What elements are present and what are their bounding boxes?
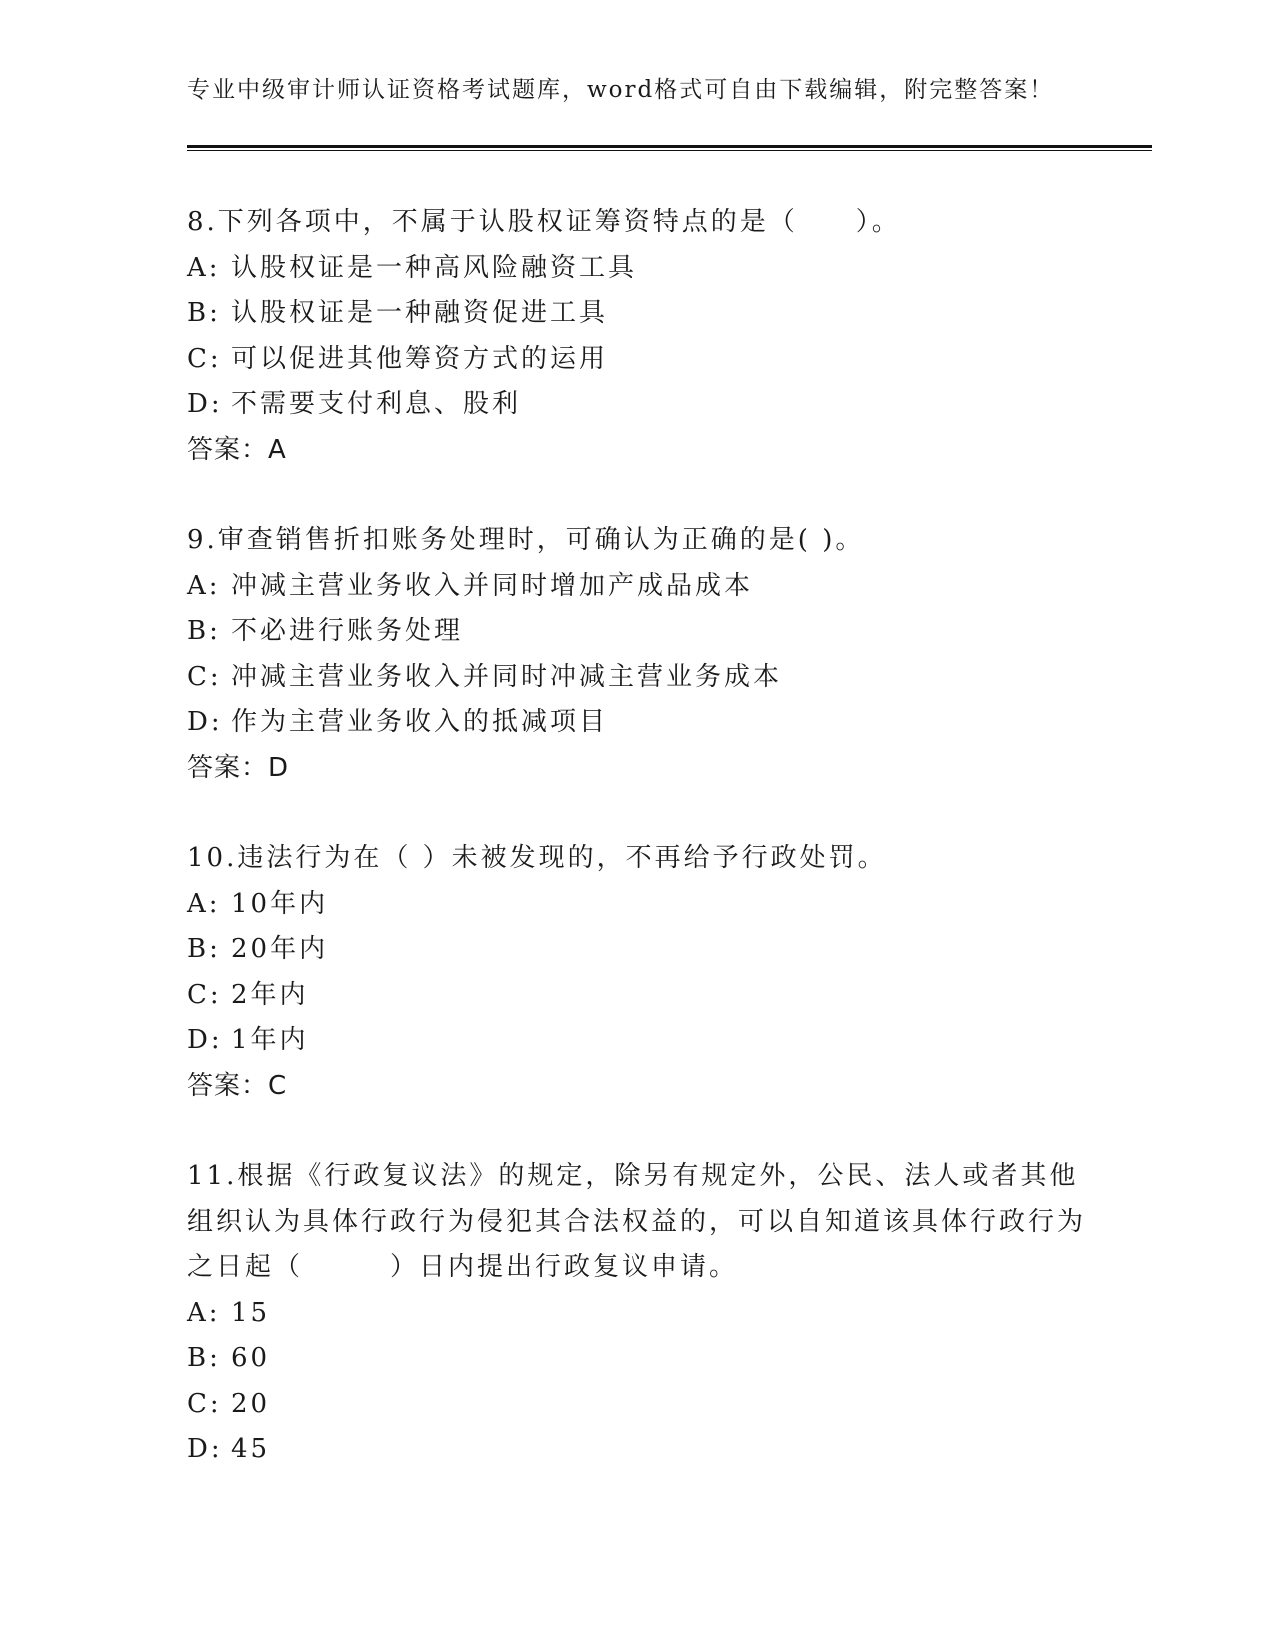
option-label: A:	[187, 888, 221, 919]
option-a	[187, 564, 1087, 610]
option-label: B:	[187, 616, 221, 646]
option-text: 1年内	[231, 1025, 309, 1055]
answer-line: 答案：D	[187, 752, 290, 783]
option-b	[187, 291, 1087, 337]
option-a	[187, 882, 1087, 928]
option-b	[187, 927, 1087, 973]
option-b	[187, 1336, 1087, 1382]
option-text: 45	[231, 1434, 271, 1464]
option-text: 10年内	[231, 888, 329, 919]
option-label: A:	[187, 1297, 221, 1328]
question-8	[187, 200, 1087, 473]
option-text: 20年内	[231, 934, 329, 964]
question-stem: 8.下列各项中，不属于认股权证筹资特点的是（ ）。	[187, 207, 901, 237]
option-d	[187, 382, 1087, 428]
option-d	[187, 1018, 1087, 1064]
option-a	[187, 1291, 1087, 1337]
option-label: B:	[187, 934, 221, 964]
option-label: B:	[187, 1343, 221, 1373]
option-c	[187, 1382, 1087, 1428]
question-11	[187, 1154, 1087, 1473]
question-9	[187, 518, 1087, 791]
answer-line: 答案：A	[187, 434, 287, 465]
option-text: 60	[231, 1343, 271, 1373]
option-b	[187, 609, 1087, 655]
option-text: 20	[231, 1388, 271, 1419]
option-a	[187, 246, 1087, 292]
option-d	[187, 700, 1087, 746]
answer-line: 答案：C	[187, 1070, 288, 1101]
option-label: A:	[187, 252, 221, 283]
option-label: D:	[187, 389, 223, 419]
option-text: 作为主营业务收入的抵减项目	[231, 707, 609, 737]
option-text: 认股权证是一种融资促进工具	[231, 298, 609, 328]
option-c	[187, 973, 1087, 1019]
option-text: 不需要支付利息、股利	[231, 389, 522, 419]
option-label: A:	[187, 570, 221, 601]
option-text: 冲减主营业务收入并同时冲减主营业务成本	[231, 661, 783, 692]
option-label: C:	[187, 1388, 222, 1419]
option-label: C:	[187, 979, 222, 1010]
option-c	[187, 655, 1087, 701]
option-c	[187, 337, 1087, 383]
question-stem: 9.审查销售折扣账务处理时，可确认为正确的是( )。	[187, 525, 865, 555]
question-list	[187, 200, 1087, 1518]
option-label: D:	[187, 707, 223, 737]
option-text: 15	[231, 1297, 271, 1328]
option-label: D:	[187, 1025, 223, 1055]
page-header: 专业中级审计师认证资格考试题库，word格式可自由下载编辑，附完整答案！	[187, 77, 1055, 103]
question-stem: 10.违法行为在（ ）未被发现的，不再给予行政处罚。	[187, 843, 887, 873]
option-label: D:	[187, 1434, 223, 1464]
option-label: B:	[187, 298, 221, 328]
option-text: 不必进行账务处理	[231, 616, 464, 646]
option-label: C:	[187, 661, 222, 692]
question-10	[187, 836, 1087, 1109]
header-divider-thick	[187, 145, 1152, 148]
option-text: 冲减主营业务收入并同时增加产成品成本	[231, 570, 754, 601]
option-text: 2年内	[231, 979, 309, 1010]
option-d	[187, 1427, 1087, 1473]
option-label: C:	[187, 343, 222, 374]
question-stem: 11.根据《行政复议法》的规定，除另有规定外，公民、法人或者其他组织认为具体行政行为侵犯其合法权益的，可以自知道该具体行政行为之日起（ ）日内提出行政复议申请。	[187, 1161, 1087, 1282]
option-text: 认股权证是一种高风险融资工具	[231, 252, 638, 283]
option-text: 可以促进其他筹资方式的运用	[231, 343, 609, 374]
header-divider-thin	[187, 150, 1152, 151]
